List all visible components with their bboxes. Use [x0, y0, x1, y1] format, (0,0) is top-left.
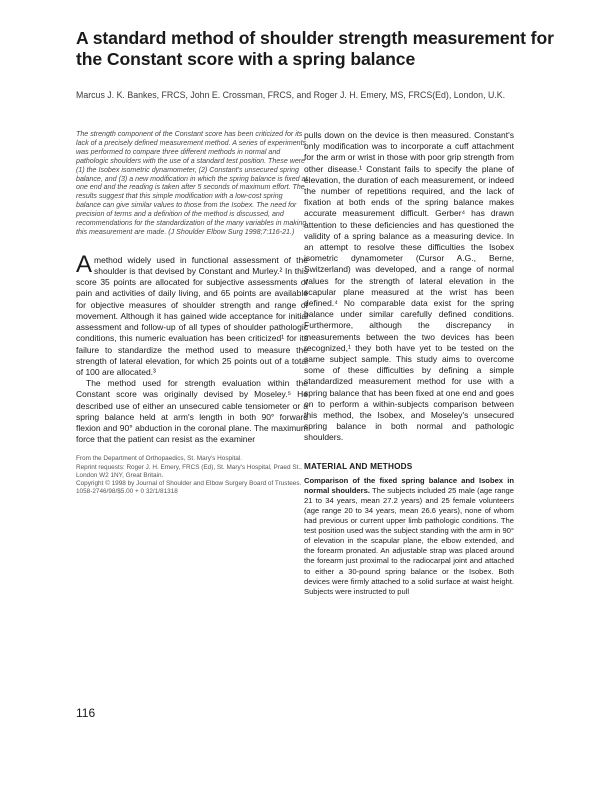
right-column	[304, 130, 514, 597]
methods-text: The subjects included 25 male (age range 21 to 34 years, mean 27.2 years) and 25 female volunteers (age range 20 to 34 years, mean 26.6 years), none of whom had previous or current upper limb pathologic conditions. The test position used was the subject standing with the arm in 90° of elevation in the scapular plane, the elbow extended, and the forearm pronated. An adjustable strap was placed around the forearm just proximal to the radiocarpal joint and attached to either a 30-pound spring balance or the Isobex. Both devices were firmly attached to a solid surface at waist height. Subjects were instructed to pull	[304, 485, 515, 596]
abstract: The strength component of the Constant score has been criticized for its lack of a precisely defined measurement method. A series of experiments was performed to compare three different methods in normal and pathologic shoulders with the use of a standard test position. These were (1) the Isobex isometric dynamometer, (2) Constant's unsecured spring balance, and (3) a new modification in which the spring balance is fixed at one end and the reading is taken after 5 seconds of maximum effort. The results suggest that this simple modification with a low-cost spring balance can give similar values to those from the Isobex. The need for precision of terms and a definition of the method is discussed, and recommendations for the standardization of the many variables in making this measurement are made. (J Shoulder Elbow Surg 1998;7:116-21.)	[76, 130, 308, 236]
article-title: A standard method of shoulder strength measurement for the Constant score with a spring balance	[76, 28, 554, 69]
intro-paragraph-2: The method used for strength evaluation within the Constant score was originally devised by Moseley.⁵ He described use of either an unsecured cable tensiometer or a spring balance held at arm's length in both 90° forward flexion and 90° abduction in the coronal plane. The maximum force that the patient can resist as the examiner	[76, 378, 308, 445]
footnote-affiliation: From the Department of Orthopaedics, St. Mary's Hospital.	[76, 455, 243, 463]
intro-paragraph-1	[76, 250, 308, 378]
section-heading: MATERIAL AND METHODS	[304, 461, 413, 471]
left-column	[76, 130, 308, 496]
subsection-title: Comparison of the fixed spring balance and Isobex in normal shoulders.	[304, 475, 514, 495]
footnote-issn: 1058-2746/98/$5.00 + 0 32/1/81318	[76, 488, 178, 496]
page-number: 116	[76, 706, 96, 720]
right-paragraph: pulls down on the device is then measured. Constant's only modification was to incorporate a cuff attachment for the arm or wrist in those with poor grip strength from other disease.¹ Constant fails to specify the plane of elevation, the duration of each measurement, or indeed the number of repetitions required, and the lack of fixation at both ends of the spring balance makes accurate measurement difficult. Gerber⁴ has drawn attention to these deficiencies and has questioned the validity of a spring balance as a measuring device. In an attempt to resolve these difficulties the Isobex isometric dynamometer (Cursor A.G., Berne, Switzerland) was developed, and a range of normal values for the strength of lateral elevation in the scapular plane measured at the wrist has been defined.⁴ No comparable data exist for the spring balance under similar carefully defined conditions. Furthermore, although the discrepancy in measurements between the two devices has been recognized,¹ they both have yet to be tested on the same subject sample. This study aims to overcome some of these difficulties by defining a simple standardized measurement method for use with a spring balance that has been fixed at one end and goes on to perform a within-subjects comparison between this method, the Isobex, and Moseley's unsecured spring balance in both normal and pathologic shoulders.	[304, 130, 514, 443]
footnote	[76, 455, 308, 496]
methods-paragraph	[304, 476, 514, 597]
author-line: Marcus J. K. Bankes, FRCS, John E. Crossman, FRCS, and Roger J. H. Emery, MS, FRCS(Ed), London, U.K.	[76, 90, 506, 100]
intro-paragraph-1-text: method widely used in functional assessment of the shoulder is that devised by Constant and Murley.² In this score 35 points are allocated for subjective assessments of pain and activities of daily living, and 65 points are available for objective measures of shoulder strength and range of movement. Although it has gained wide acceptance for initial assessment and follow-up of all types of shoulder pathologic conditions, this numeric evaluation has been criticized¹ for its failure to standardize the method used to measure the strength of lateral elevation, for which 25 points out of a total of 100 are allocated.³	[76, 254, 308, 377]
footnote-copyright: Copyright © 1998 by Journal of Shoulder and Elbow Surgery Board of Trustees.	[76, 479, 302, 487]
footnote-reprint: Reprint requests: Roger J. H. Emery, FRCS (Ed), St. Mary's Hospital, Praed St., London W2 1NY, Great Britain.	[76, 463, 302, 479]
drop-cap: A	[76, 250, 93, 278]
